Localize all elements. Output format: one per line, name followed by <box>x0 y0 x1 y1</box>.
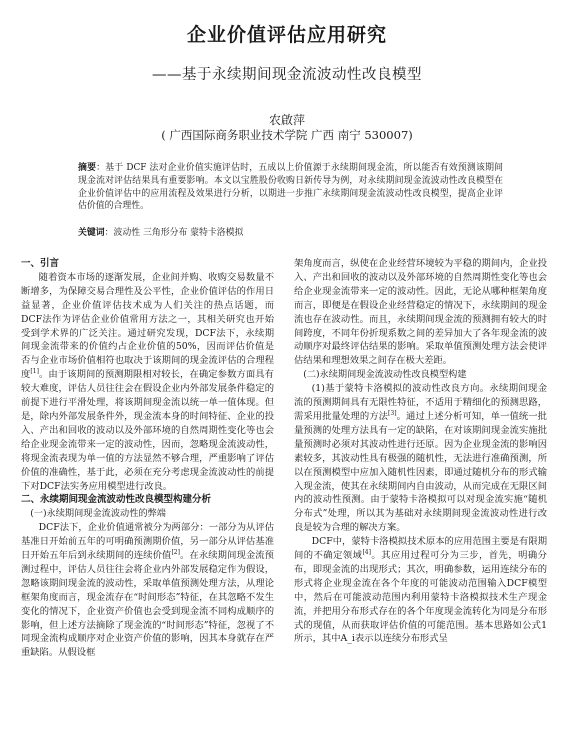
author-name: 农啟萍 <box>268 113 305 127</box>
citation-ref: [4] <box>362 548 371 556</box>
abstract <box>78 162 503 213</box>
paper-title: 企业价值评估应用研究 <box>186 24 387 46</box>
abstract-text: ：基于 DCF 法对企业价值实施评估时，五成以上价值源于永续期间现金流，所以能否有效预测该期间现金流对评估结果具有重要影响。本文以宝胜股份收购日新传导为例，对永续期间现金流波动性改良模型在企业价值评估中的应用流程及效果进行分析，以期进一步推广永续期间现金流波动性改良模型，提高企业评估价值的合理性。 <box>78 163 504 212</box>
right-column <box>294 257 547 743</box>
author-affiliation: ( 广西国际商务职业技术学院 广西 南宁 530007) <box>161 128 413 142</box>
section-heading-model: 二、永续期间现金流波动性改良模型构建分析 <box>21 494 212 506</box>
citation-ref: [1] <box>30 368 39 376</box>
body-paragraph: 随着资本市场的逐渐发展，企业间并购、收购交易数量不断增多，为保障交易合理性及公平性，企业价值评估的作用日益显著，企业价值评估技术成为人们关注的热点话题，而DCF法作为评估企业价值常用方法之一，其相关研究也开始受到学术界的广泛关注。通过研究发现，DCF法下，永续期间现金流带来的价值约占企业价值的50%，因而评估价值是否与企业市场价值相符也取决于该期间的现金流评估的合理程度[1]。由于该期间的预测期限相对较长，在确定参数方面具有较大难度，评估人员往往会在假设企业内外部发展条件稳定的前提下进行平滑处理，将该期间现金流以统一单一值体现。但是，除内外部发展条件外，现金流本身的时间特征、企业的投入、产出和回收的波动以及外部环境的自然周期性变化等也会给企业现金流带来一定的波动性，因而，忽略现金流波动性，将现金流表现为单一值的方法显然不够合理，严重影响了评估价值的准确性，基于此，必须在充分考虑现金流波动性的前提下对DCF法实务应用模型进行改良。 <box>21 271 274 492</box>
abstract-label: 摘要 <box>78 163 97 173</box>
subsection-heading: (一)永续期间现金流波动性的弊端 <box>30 508 166 520</box>
subsection-heading: (二)永续期间现金流波动性改良模型构建 <box>303 369 467 381</box>
paper-subtitle: ——基于永续期间现金流波动性改良模型 <box>152 67 422 83</box>
citation-ref: [3] <box>388 409 397 417</box>
body-paragraph: (1)基于蒙特卡洛模拟的波动性改良方向。永续期间现金流的预测期间具有无限性特征，不适用于精细化的预测思路，需采用批量处理的方法[3]。通过上述分析可知，单一值统一批量预测的处理方法具有一定的缺陷，在对该期间现金流实施批量预测时必须对其波动性进行还原。因为企业现金流的影响因素较多，其波动性具有极强的随机性，无法进行准确预测，所以在预测模型中应加入随机性因素，即通过随机分布的形式输入现金流，使其在永续期间内自由波动，从而完成在无限区间内的波动性预测。由于蒙特卡洛模拟可以对现金流实施“随机分布式”处理，所以其为基础对永续期间现金流波动性进行改良是较为合理的解决方案。 <box>294 383 547 534</box>
keywords <box>78 225 503 238</box>
body-paragraph: DCF法下，企业价值通常被分为两部分：一部分为从评估基准日开始前五年的可明确预测期价值，另一部分从评估基准日开始五年后到永续期间的连续价值[2]。在永续期间现金流预测过程中，评估人员往往会将企业内外部发展稳定作为假设，忽略该期间现金流的波动性，采取单值预测处理方法，从理论框架角度而言，现金流存在“时间形态”特征，在其忽略不发生变化的情况下，企业资产价值也会受到现金流不同构成顺序的影响，但上述方法摘除了现金流的“时间形态”特征，忽视了不同现金流构成顺序对企业资产价值的影响，因其本身就存在严重缺陷。从假设框 <box>21 522 274 659</box>
body-paragraph: 架角度而言，纵使在企业经营环境较为平稳的期间内，企业投入、产出和回收的波动以及外部环境的自然周期性变化等也会给企业现金流带来一定的波动性。因此，无论从哪种框架角度而言，即便是在假设企业经营稳定的情况下，永续期间的现金流也存在波动性。而且，永续期间现金流的预测拥有较大的时间跨度，不同年份折现系数之间的差异加大了各年现金流的波动顺序对最终评估结果的影响。采取单值预测处理方法会使评估结果和理想效果之间存在极大差距。 <box>294 258 547 367</box>
section-heading-introduction: 一、引言 <box>21 258 60 269</box>
citation-ref: [2] <box>171 548 180 556</box>
keywords-label: 关键词 <box>78 228 105 238</box>
left-column <box>21 257 274 743</box>
keywords-text: ：波动性 三角形分布 蒙特卡洛模拟 <box>104 228 244 238</box>
body-paragraph: DCF中，蒙特卡洛模拟技术原本的应用范围主要是有限期间的不确定领域[4]。其应用过程可分为三步，首先，明确分布，即现金流的出现形式；其次，明确参数，运用连续分布的形式将企业现金流在各个年度的可能波动范围输入DCF模型中，然后在可能波动范围内利用蒙特卡洛模拟技术生产现金流，并把用分布形式存在的各个年度现金流转化为同是分布形式的现值，从而获取评估价值的可能范围。基本思路如公式1所示，其中A_i表示以连续分布形式呈 <box>294 536 547 645</box>
